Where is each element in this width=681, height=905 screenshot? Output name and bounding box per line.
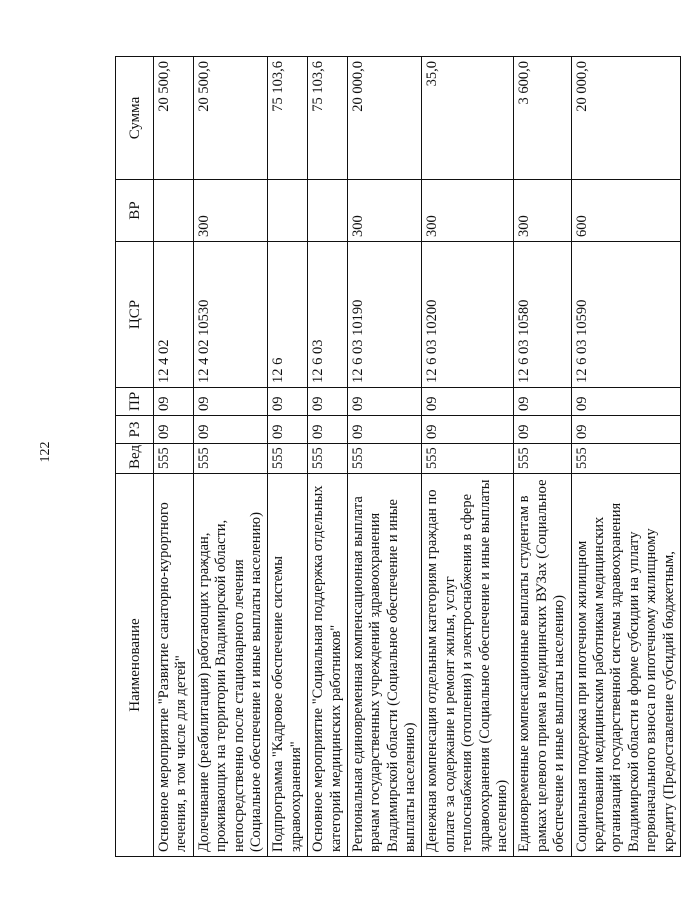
cell-name: Социальная поддержка при ипотечном жилищном кредитовании медицинским работникам медицинских организаций государственной системы здравоохранения Владимирской области в форме субсидии на уплату первоначального взноса по ипотечному жилищному кредиту (Предоставление субсидий бюджетным, (571, 474, 680, 857)
table-row (308, 57, 348, 857)
cell-vr: 300 (514, 180, 571, 242)
cell-ved: 555 (268, 444, 308, 474)
table-row (571, 57, 680, 857)
cell-vr: 300 (347, 180, 422, 242)
cell-sum: 20 500,0 (154, 57, 194, 180)
cell-csr: 12 6 03 10590 (571, 242, 680, 388)
cell-name: Долечивание (реабилитация) работающих граждан, проживающих на территории Владимирской области, непосредственно после стационарного лечения (Социальное обеспечение и иные выплаты населению) (193, 474, 268, 857)
budget-table (115, 56, 681, 857)
header-csr: ЦСР (116, 242, 154, 388)
table-header-row (116, 57, 154, 857)
table-row (268, 57, 308, 857)
rotated-table-container (115, 57, 675, 857)
cell-name: Денежная компенсация отдельным категориям граждан по оплате за содержание и ремонт жилья, услуг теплоснабжения (отопления) и электроснабжения в сфере здравоохранения (Социальное обеспечение и иные выплаты населению) (422, 474, 514, 857)
cell-rz: 09 (422, 416, 514, 444)
cell-csr: 12 6 03 (308, 242, 348, 388)
cell-sum: 20 000,0 (347, 57, 422, 180)
cell-ved: 555 (422, 444, 514, 474)
header-rz: РЗ (116, 416, 154, 444)
cell-pr: 09 (268, 388, 308, 416)
cell-ved: 555 (571, 444, 680, 474)
cell-sum: 3 600,0 (514, 57, 571, 180)
cell-rz: 09 (514, 416, 571, 444)
cell-pr: 09 (193, 388, 268, 416)
cell-name: Основное мероприятие "Развитие санаторно-курортного лечения, в том числе для детей" (154, 474, 194, 857)
cell-csr: 12 6 (268, 242, 308, 388)
cell-vr (308, 180, 348, 242)
cell-pr: 09 (571, 388, 680, 416)
cell-csr: 12 4 02 (154, 242, 194, 388)
cell-sum: 35,0 (422, 57, 514, 180)
cell-csr: 12 6 03 10190 (347, 242, 422, 388)
cell-ved: 555 (347, 444, 422, 474)
cell-vr (268, 180, 308, 242)
cell-sum: 75 103,6 (308, 57, 348, 180)
cell-ved: 555 (154, 444, 194, 474)
cell-csr: 12 6 03 10200 (422, 242, 514, 388)
cell-rz: 09 (571, 416, 680, 444)
cell-pr: 09 (154, 388, 194, 416)
header-ved: Вед (116, 444, 154, 474)
cell-vr: 300 (193, 180, 268, 242)
cell-rz: 09 (308, 416, 348, 444)
cell-vr: 300 (422, 180, 514, 242)
cell-name: Подпрограмма "Кадровое обеспечение системы здравоохранения" (268, 474, 308, 857)
cell-name: Региональная единовременная компенсационная выплата врачам государственных учреждений здравоохранения Владимирской области (Социальное обеспечение и иные выплаты населению) (347, 474, 422, 857)
cell-ved: 555 (193, 444, 268, 474)
cell-sum: 20 000,0 (571, 57, 680, 180)
header-sum: Сумма (116, 57, 154, 180)
cell-vr: 600 (571, 180, 680, 242)
header-vr: ВР (116, 180, 154, 242)
cell-pr: 09 (422, 388, 514, 416)
cell-name: Единовременные компенсационные выплаты студентам в рамках целевого приема в медицинских ВУЗах (Социальное обеспечение и иные выплаты населению) (514, 474, 571, 857)
cell-rz: 09 (154, 416, 194, 444)
cell-pr: 09 (347, 388, 422, 416)
table-row (422, 57, 514, 857)
cell-rz: 09 (193, 416, 268, 444)
cell-ved: 555 (308, 444, 348, 474)
page-number: 122 (38, 441, 53, 463)
cell-ved: 555 (514, 444, 571, 474)
cell-vr (154, 180, 194, 242)
cell-sum: 20 500,0 (193, 57, 268, 180)
cell-rz: 09 (268, 416, 308, 444)
header-pr: ПР (116, 388, 154, 416)
table-row (154, 57, 194, 857)
cell-name: Основное мероприятие "Социальная поддержка отдельных категорий медицинских работников" (308, 474, 348, 857)
table-row (514, 57, 571, 857)
cell-csr: 12 4 02 10530 (193, 242, 268, 388)
table-row (347, 57, 422, 857)
cell-pr: 09 (514, 388, 571, 416)
header-name: Наименование (116, 474, 154, 857)
cell-pr: 09 (308, 388, 348, 416)
cell-csr: 12 6 03 10580 (514, 242, 571, 388)
cell-rz: 09 (347, 416, 422, 444)
cell-sum: 75 103,6 (268, 57, 308, 180)
table-row (193, 57, 268, 857)
